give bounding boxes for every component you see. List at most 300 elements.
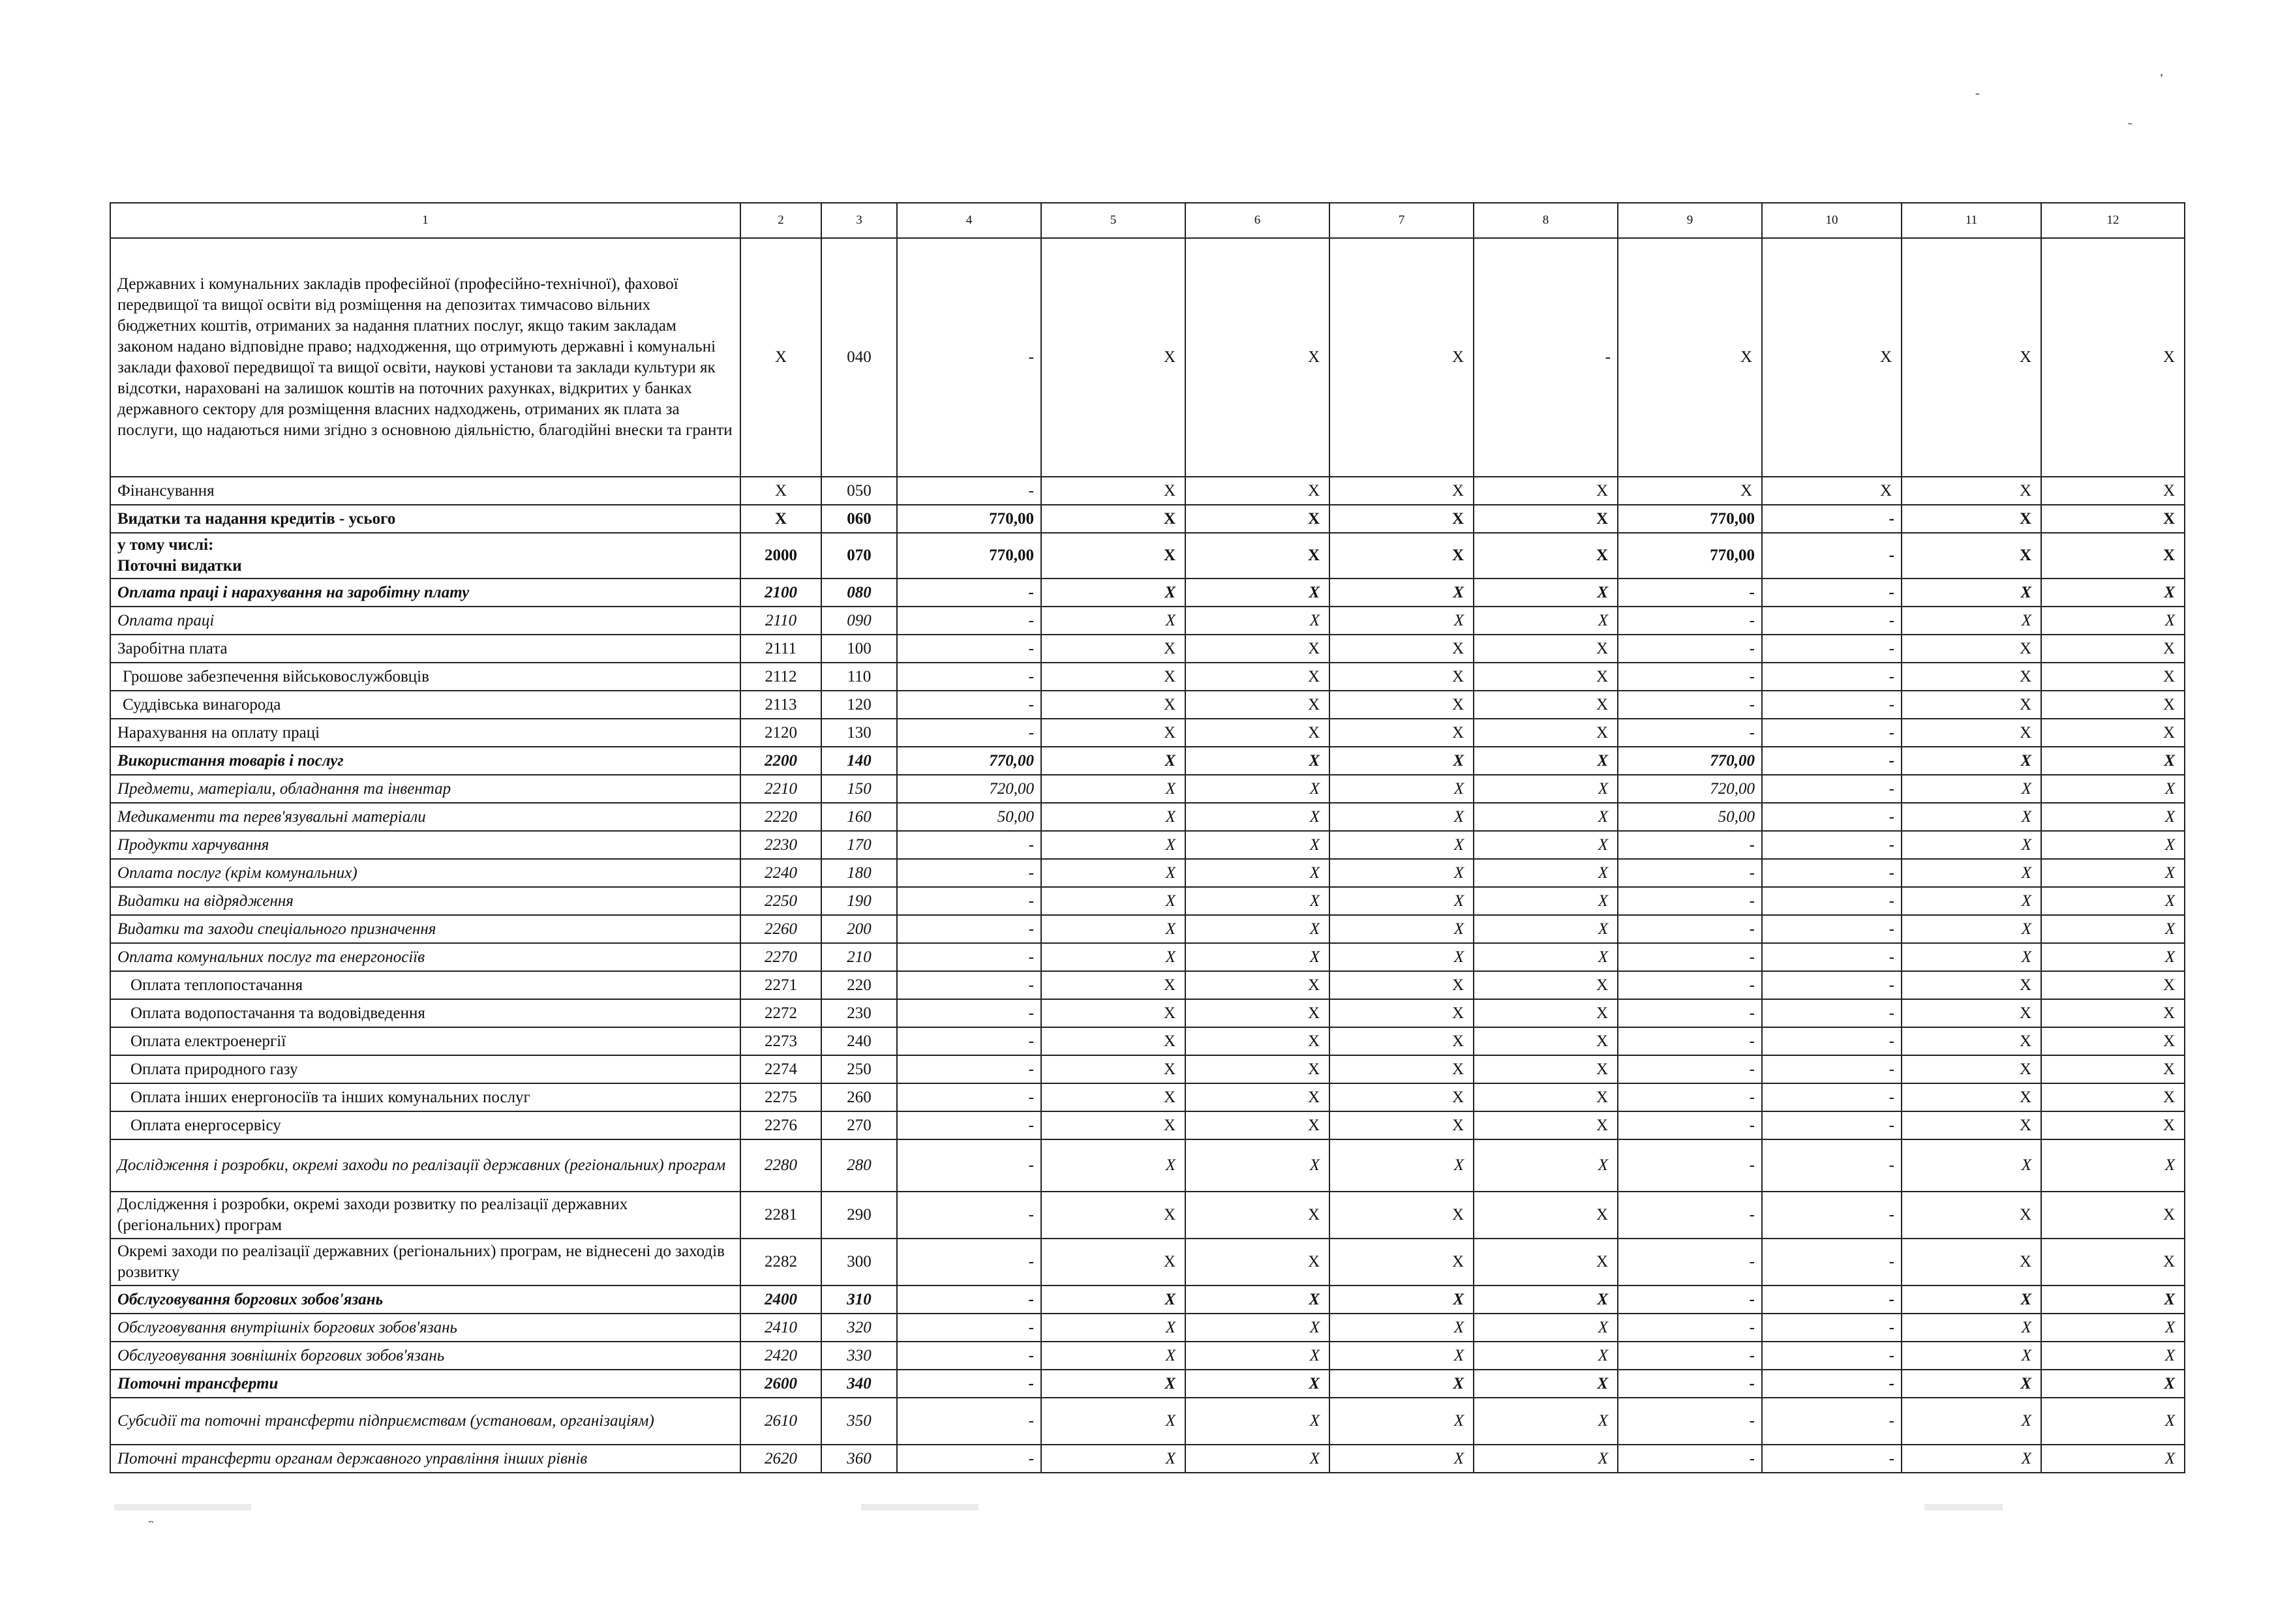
value-cell: 720,00 bbox=[1618, 775, 1762, 803]
value-cell: X bbox=[1902, 635, 2041, 663]
table-row bbox=[110, 1027, 2185, 1055]
kekv-code: 2420 bbox=[740, 1342, 821, 1370]
value-cell: X bbox=[1185, 1398, 1329, 1445]
kekv-code: 2276 bbox=[740, 1111, 821, 1139]
table-row bbox=[110, 1314, 2185, 1342]
value-cell: X bbox=[1185, 1445, 1329, 1473]
scan-strip bbox=[114, 1504, 251, 1511]
row-code: 270 bbox=[821, 1111, 897, 1139]
kekv-code: 2281 bbox=[740, 1192, 821, 1239]
value-cell: 770,00 bbox=[1618, 505, 1762, 533]
value-cell: X bbox=[2041, 1192, 2185, 1239]
kekv-code: 2410 bbox=[740, 1314, 821, 1342]
value-cell: X bbox=[2041, 971, 2185, 999]
value-cell: X bbox=[1902, 1083, 2041, 1111]
value-cell: - bbox=[1762, 1314, 1902, 1342]
row-label: Поточні трансферти органам державного управління інших рівнів bbox=[110, 1445, 740, 1473]
table-row bbox=[110, 859, 2185, 887]
column-header: 8 bbox=[1474, 203, 1618, 238]
row-label: Видатки та надання кредитів - усього bbox=[110, 505, 740, 533]
value-cell: X bbox=[1902, 1398, 2041, 1445]
column-header: 3 bbox=[821, 203, 897, 238]
value-cell: X bbox=[2041, 1314, 2185, 1342]
value-cell: X bbox=[1618, 238, 1762, 477]
value-cell: X bbox=[1474, 579, 1618, 607]
table-row bbox=[110, 1342, 2185, 1370]
value-cell: X bbox=[1329, 971, 1474, 999]
value-cell: X bbox=[1474, 1286, 1618, 1314]
value-cell: X bbox=[1041, 505, 1185, 533]
value-cell: 770,00 bbox=[897, 747, 1041, 775]
value-cell: - bbox=[897, 1111, 1041, 1139]
kekv-code: 2275 bbox=[740, 1083, 821, 1111]
value-cell: - bbox=[897, 943, 1041, 971]
value-cell: X bbox=[2041, 505, 2185, 533]
value-cell: - bbox=[1762, 859, 1902, 887]
value-cell: X bbox=[1474, 719, 1618, 747]
row-code: 140 bbox=[821, 747, 897, 775]
row-code: 290 bbox=[821, 1192, 897, 1239]
value-cell: - bbox=[1618, 971, 1762, 999]
value-cell: - bbox=[1618, 887, 1762, 915]
scan-mark: ˜ bbox=[2128, 121, 2132, 135]
column-header: 12 bbox=[2041, 203, 2185, 238]
value-cell: - bbox=[1618, 1286, 1762, 1314]
table-row bbox=[110, 803, 2185, 831]
value-cell: X bbox=[1474, 999, 1618, 1027]
row-code: 300 bbox=[821, 1239, 897, 1286]
row-label: Оплата інших енергоносіїв та інших комунальних послуг bbox=[110, 1083, 740, 1111]
value-cell: X bbox=[1185, 915, 1329, 943]
value-cell: X bbox=[1902, 1111, 2041, 1139]
value-cell: - bbox=[897, 719, 1041, 747]
row-code: 340 bbox=[821, 1370, 897, 1398]
kekv-code: 2113 bbox=[740, 691, 821, 719]
value-cell: - bbox=[1618, 1370, 1762, 1398]
value-cell: X bbox=[1329, 1314, 1474, 1342]
value-cell: X bbox=[1185, 505, 1329, 533]
kekv-code: 2280 bbox=[740, 1139, 821, 1192]
table-row bbox=[110, 831, 2185, 859]
row-label: Окремі заходи по реалізації державних (регіональних) програм, не віднесені до заходів розвитку bbox=[110, 1239, 740, 1286]
value-cell: X bbox=[1329, 477, 1474, 505]
value-cell: - bbox=[1762, 831, 1902, 859]
column-header: 5 bbox=[1041, 203, 1185, 238]
value-cell: X bbox=[1329, 859, 1474, 887]
row-label: Оплата праці і нарахування на заробітну плату bbox=[110, 579, 740, 607]
row-code: 060 bbox=[821, 505, 897, 533]
value-cell: - bbox=[1762, 1398, 1902, 1445]
value-cell: X bbox=[1185, 1239, 1329, 1286]
value-cell: X bbox=[1329, 1445, 1474, 1473]
value-cell: X bbox=[1474, 803, 1618, 831]
value-cell: - bbox=[897, 1398, 1041, 1445]
table-row bbox=[110, 505, 2185, 533]
value-cell: X bbox=[2041, 999, 2185, 1027]
row-label: у тому числі: Поточні видатки bbox=[110, 533, 740, 579]
value-cell: X bbox=[1041, 635, 1185, 663]
table-row bbox=[110, 971, 2185, 999]
value-cell: - bbox=[1618, 663, 1762, 691]
table-row bbox=[110, 887, 2185, 915]
value-cell: X bbox=[1185, 1055, 1329, 1083]
value-cell: 770,00 bbox=[897, 533, 1041, 579]
value-cell: X bbox=[1041, 477, 1185, 505]
value-cell: X bbox=[1902, 1055, 2041, 1083]
row-code: 160 bbox=[821, 803, 897, 831]
value-cell: - bbox=[897, 635, 1041, 663]
table-row bbox=[110, 533, 2185, 579]
column-header: 7 bbox=[1329, 203, 1474, 238]
row-code: 150 bbox=[821, 775, 897, 803]
kekv-code: 2273 bbox=[740, 1027, 821, 1055]
value-cell: X bbox=[1185, 831, 1329, 859]
row-label: Оплата послуг (крім комунальних) bbox=[110, 859, 740, 887]
value-cell: X bbox=[1329, 691, 1474, 719]
table-row bbox=[110, 775, 2185, 803]
table-row bbox=[110, 1055, 2185, 1083]
value-cell: - bbox=[897, 663, 1041, 691]
row-code: 220 bbox=[821, 971, 897, 999]
kekv-code: 2600 bbox=[740, 1370, 821, 1398]
value-cell: - bbox=[1618, 1027, 1762, 1055]
column-header: 1 bbox=[110, 203, 740, 238]
value-cell: X bbox=[1185, 747, 1329, 775]
value-cell: - bbox=[1618, 999, 1762, 1027]
row-code: 100 bbox=[821, 635, 897, 663]
value-cell: - bbox=[1618, 607, 1762, 635]
value-cell: X bbox=[1329, 1027, 1474, 1055]
value-cell: X bbox=[2041, 533, 2185, 579]
column-header: 6 bbox=[1185, 203, 1329, 238]
value-cell: - bbox=[897, 1342, 1041, 1370]
value-cell: - bbox=[897, 1055, 1041, 1083]
value-cell: X bbox=[2041, 1027, 2185, 1055]
value-cell: X bbox=[2041, 859, 2185, 887]
value-cell: - bbox=[1618, 635, 1762, 663]
value-cell: X bbox=[1041, 1083, 1185, 1111]
value-cell: X bbox=[1185, 533, 1329, 579]
value-cell: X bbox=[1185, 1027, 1329, 1055]
value-cell: X bbox=[1474, 831, 1618, 859]
value-cell: X bbox=[2041, 1370, 2185, 1398]
value-cell: X bbox=[1474, 607, 1618, 635]
value-cell: - bbox=[1762, 1445, 1902, 1473]
value-cell: - bbox=[897, 1445, 1041, 1473]
value-cell: - bbox=[897, 238, 1041, 477]
kekv-code: 2100 bbox=[740, 579, 821, 607]
row-label: Суддівська винагорода bbox=[110, 691, 740, 719]
value-cell: X bbox=[2041, 1111, 2185, 1139]
value-cell: X bbox=[1902, 533, 2041, 579]
value-cell: X bbox=[1902, 775, 2041, 803]
value-cell: X bbox=[2041, 1342, 2185, 1370]
value-cell: X bbox=[1329, 607, 1474, 635]
value-cell: X bbox=[1185, 1286, 1329, 1314]
value-cell: - bbox=[897, 477, 1041, 505]
value-cell: X bbox=[1902, 1139, 2041, 1192]
table-row bbox=[110, 1239, 2185, 1286]
row-code: 320 bbox=[821, 1314, 897, 1342]
column-header: 2 bbox=[740, 203, 821, 238]
value-cell: X bbox=[1185, 1111, 1329, 1139]
value-cell: X bbox=[1185, 719, 1329, 747]
value-cell: X bbox=[1041, 999, 1185, 1027]
value-cell: X bbox=[2041, 607, 2185, 635]
value-cell: X bbox=[1762, 477, 1902, 505]
value-cell: - bbox=[897, 1027, 1041, 1055]
value-cell: - bbox=[1618, 915, 1762, 943]
value-cell: - bbox=[1762, 635, 1902, 663]
value-cell: - bbox=[897, 1192, 1041, 1239]
value-cell: X bbox=[2041, 1239, 2185, 1286]
value-cell: - bbox=[897, 999, 1041, 1027]
kekv-code: 2274 bbox=[740, 1055, 821, 1083]
row-label: Субсидії та поточні трансферти підприємствам (установам, організаціям) bbox=[110, 1398, 740, 1445]
value-cell: X bbox=[1185, 238, 1329, 477]
value-cell: X bbox=[1474, 1370, 1618, 1398]
row-code: 120 bbox=[821, 691, 897, 719]
value-cell: X bbox=[1902, 505, 2041, 533]
value-cell: X bbox=[1329, 1286, 1474, 1314]
value-cell: - bbox=[1762, 803, 1902, 831]
value-cell: X bbox=[1041, 887, 1185, 915]
row-label: Обслуговування боргових зобов'язань bbox=[110, 1286, 740, 1314]
value-cell: X bbox=[1041, 859, 1185, 887]
value-cell: X bbox=[1902, 999, 2041, 1027]
value-cell: 770,00 bbox=[1618, 747, 1762, 775]
row-label: Оплата теплопостачання bbox=[110, 971, 740, 999]
value-cell: X bbox=[1902, 1370, 2041, 1398]
row-code: 240 bbox=[821, 1027, 897, 1055]
value-cell: X bbox=[2041, 663, 2185, 691]
value-cell: X bbox=[1329, 1139, 1474, 1192]
value-cell: X bbox=[1474, 663, 1618, 691]
table-row bbox=[110, 943, 2185, 971]
value-cell: - bbox=[1762, 607, 1902, 635]
value-cell: X bbox=[1041, 831, 1185, 859]
value-cell: X bbox=[1474, 533, 1618, 579]
value-cell: X bbox=[1185, 803, 1329, 831]
row-code: 130 bbox=[821, 719, 897, 747]
row-code: 280 bbox=[821, 1139, 897, 1192]
row-code: 040 bbox=[821, 238, 897, 477]
column-header: 11 bbox=[1902, 203, 2041, 238]
kekv-code: 2112 bbox=[740, 663, 821, 691]
table-row bbox=[110, 747, 2185, 775]
row-label: Оплата природного газу bbox=[110, 1055, 740, 1083]
row-label: Оплата комунальних послуг та енергоносіїв bbox=[110, 943, 740, 971]
value-cell: X bbox=[1474, 1139, 1618, 1192]
kekv-code: 2270 bbox=[740, 943, 821, 971]
value-cell: X bbox=[1902, 1314, 2041, 1342]
table-row bbox=[110, 579, 2185, 607]
value-cell: X bbox=[1329, 943, 1474, 971]
value-cell: - bbox=[897, 1083, 1041, 1111]
value-cell: - bbox=[897, 1286, 1041, 1314]
value-cell: X bbox=[1185, 887, 1329, 915]
row-label: Поточні трансферти bbox=[110, 1370, 740, 1398]
row-label: Заробітна плата bbox=[110, 635, 740, 663]
row-code: 250 bbox=[821, 1055, 897, 1083]
value-cell: X bbox=[1902, 477, 2041, 505]
kekv-code: 2111 bbox=[740, 635, 821, 663]
scan-strip bbox=[861, 1504, 979, 1511]
row-label: Використання товарів і послуг bbox=[110, 747, 740, 775]
value-cell: X bbox=[1618, 477, 1762, 505]
table-row bbox=[110, 999, 2185, 1027]
kekv-code: 2110 bbox=[740, 607, 821, 635]
row-label: Оплата водопостачання та водовідведення bbox=[110, 999, 740, 1027]
row-code: 080 bbox=[821, 579, 897, 607]
kekv-code: 2272 bbox=[740, 999, 821, 1027]
value-cell: 50,00 bbox=[897, 803, 1041, 831]
value-cell: - bbox=[1762, 1192, 1902, 1239]
value-cell: X bbox=[1041, 1398, 1185, 1445]
value-cell: X bbox=[1185, 999, 1329, 1027]
value-cell: X bbox=[1902, 1286, 2041, 1314]
value-cell: X bbox=[1041, 1139, 1185, 1192]
value-cell: X bbox=[1474, 1192, 1618, 1239]
value-cell: X bbox=[1329, 1398, 1474, 1445]
value-cell: X bbox=[1474, 1314, 1618, 1342]
kekv-code: 2282 bbox=[740, 1239, 821, 1286]
value-cell: X bbox=[1329, 831, 1474, 859]
value-cell: X bbox=[2041, 579, 2185, 607]
value-cell: X bbox=[1902, 859, 2041, 887]
value-cell: X bbox=[1902, 579, 2041, 607]
value-cell: - bbox=[1618, 831, 1762, 859]
row-code: 310 bbox=[821, 1286, 897, 1314]
value-cell: X bbox=[1329, 533, 1474, 579]
value-cell: - bbox=[1762, 971, 1902, 999]
kekv-code: 2220 bbox=[740, 803, 821, 831]
row-code: 090 bbox=[821, 607, 897, 635]
value-cell: X bbox=[1185, 1314, 1329, 1342]
value-cell: - bbox=[1762, 1139, 1902, 1192]
value-cell: X bbox=[2041, 1398, 2185, 1445]
value-cell: X bbox=[1329, 1239, 1474, 1286]
kekv-code: 2240 bbox=[740, 859, 821, 887]
value-cell: X bbox=[1474, 635, 1618, 663]
value-cell: X bbox=[2041, 719, 2185, 747]
value-cell: X bbox=[1329, 887, 1474, 915]
value-cell: - bbox=[1618, 1083, 1762, 1111]
value-cell: X bbox=[1902, 1342, 2041, 1370]
table-row bbox=[110, 1398, 2185, 1445]
value-cell: - bbox=[1762, 533, 1902, 579]
value-cell: X bbox=[1329, 803, 1474, 831]
table-row bbox=[110, 719, 2185, 747]
row-label: Державних і комунальних закладів професійної (професійно-технічної), фахової передвищої та вищої освіти від розміщення на депозитах тимчасово вільних бюджетних коштів, отриманих за надання платних послуг, якщо таким закладам законом надано відповідне право; надходження, що отримують державні і комунальні заклади фахової передвищої та вищої освіти, наукові установи та заклади культури як відсотки, нараховані на залишок коштів на поточних рахунках, відкритих у банках державного сектору для розміщення власних надходжень, отриманих як плата за послуги, що надаються ними згідно з основною діяльністю, благодійні внески та гранти bbox=[110, 238, 740, 477]
value-cell: - bbox=[897, 607, 1041, 635]
value-cell: - bbox=[1618, 719, 1762, 747]
row-label: Дослідження і розробки, окремі заходи по реалізації державних (регіональних) програм bbox=[110, 1139, 740, 1192]
value-cell: X bbox=[1902, 971, 2041, 999]
row-label: Обслуговування внутрішніх боргових зобов'язань bbox=[110, 1314, 740, 1342]
value-cell: X bbox=[1902, 1239, 2041, 1286]
table-row bbox=[110, 915, 2185, 943]
value-cell: X bbox=[1902, 663, 2041, 691]
value-cell: X bbox=[2041, 238, 2185, 477]
value-cell: - bbox=[1474, 238, 1618, 477]
value-cell: - bbox=[1762, 663, 1902, 691]
value-cell: - bbox=[897, 1370, 1041, 1398]
value-cell: - bbox=[1618, 1239, 1762, 1286]
value-cell: X bbox=[1474, 915, 1618, 943]
row-label: Грошове забезпечення військовослужбовців bbox=[110, 663, 740, 691]
table-row bbox=[110, 1192, 2185, 1239]
value-cell: X bbox=[1474, 943, 1618, 971]
row-code: 110 bbox=[821, 663, 897, 691]
table-row bbox=[110, 691, 2185, 719]
table-row bbox=[110, 663, 2185, 691]
value-cell: - bbox=[1618, 1192, 1762, 1239]
row-label: Оплата електроенергії bbox=[110, 1027, 740, 1055]
value-cell: X bbox=[1329, 238, 1474, 477]
row-code: 210 bbox=[821, 943, 897, 971]
value-cell: - bbox=[897, 887, 1041, 915]
scan-mark: - bbox=[1975, 86, 1980, 100]
value-cell: X bbox=[1041, 1111, 1185, 1139]
value-cell: X bbox=[2041, 775, 2185, 803]
value-cell: - bbox=[1762, 1370, 1902, 1398]
value-cell: - bbox=[897, 579, 1041, 607]
value-cell: X bbox=[1474, 691, 1618, 719]
value-cell: X bbox=[1474, 747, 1618, 775]
value-cell: X bbox=[2041, 943, 2185, 971]
row-code: 330 bbox=[821, 1342, 897, 1370]
value-cell: X bbox=[1329, 663, 1474, 691]
kekv-code: 2250 bbox=[740, 887, 821, 915]
value-cell: X bbox=[1041, 533, 1185, 579]
value-cell: X bbox=[2041, 691, 2185, 719]
value-cell: X bbox=[1474, 1398, 1618, 1445]
column-number-row bbox=[110, 203, 2185, 238]
value-cell: X bbox=[2041, 1083, 2185, 1111]
row-code: 350 bbox=[821, 1398, 897, 1445]
value-cell: X bbox=[1041, 803, 1185, 831]
kekv-code: 2230 bbox=[740, 831, 821, 859]
value-cell: X bbox=[1185, 775, 1329, 803]
row-label: Дослідження і розробки, окремі заходи розвитку по реалізації державних (регіональних) програм bbox=[110, 1192, 740, 1239]
row-code: 200 bbox=[821, 915, 897, 943]
value-cell: X bbox=[1762, 238, 1902, 477]
value-cell: - bbox=[1762, 719, 1902, 747]
kekv-code: 2610 bbox=[740, 1398, 821, 1445]
value-cell: X bbox=[1041, 1192, 1185, 1239]
kekv-code: 2620 bbox=[740, 1445, 821, 1473]
value-cell: X bbox=[2041, 747, 2185, 775]
value-cell: X bbox=[1329, 719, 1474, 747]
value-cell: X bbox=[1041, 971, 1185, 999]
value-cell: - bbox=[1618, 1139, 1762, 1192]
kekv-code: 2260 bbox=[740, 915, 821, 943]
value-cell: X bbox=[1041, 1286, 1185, 1314]
value-cell: - bbox=[1618, 1445, 1762, 1473]
value-cell: X bbox=[1474, 1342, 1618, 1370]
kekv-code: X bbox=[740, 477, 821, 505]
value-cell: X bbox=[2041, 831, 2185, 859]
value-cell: X bbox=[1041, 663, 1185, 691]
value-cell: X bbox=[1329, 505, 1474, 533]
table-row bbox=[110, 1370, 2185, 1398]
value-cell: - bbox=[897, 1239, 1041, 1286]
table-body bbox=[110, 203, 2185, 1473]
value-cell: X bbox=[1474, 1239, 1618, 1286]
kekv-code: 2120 bbox=[740, 719, 821, 747]
row-label: Оплата праці bbox=[110, 607, 740, 635]
